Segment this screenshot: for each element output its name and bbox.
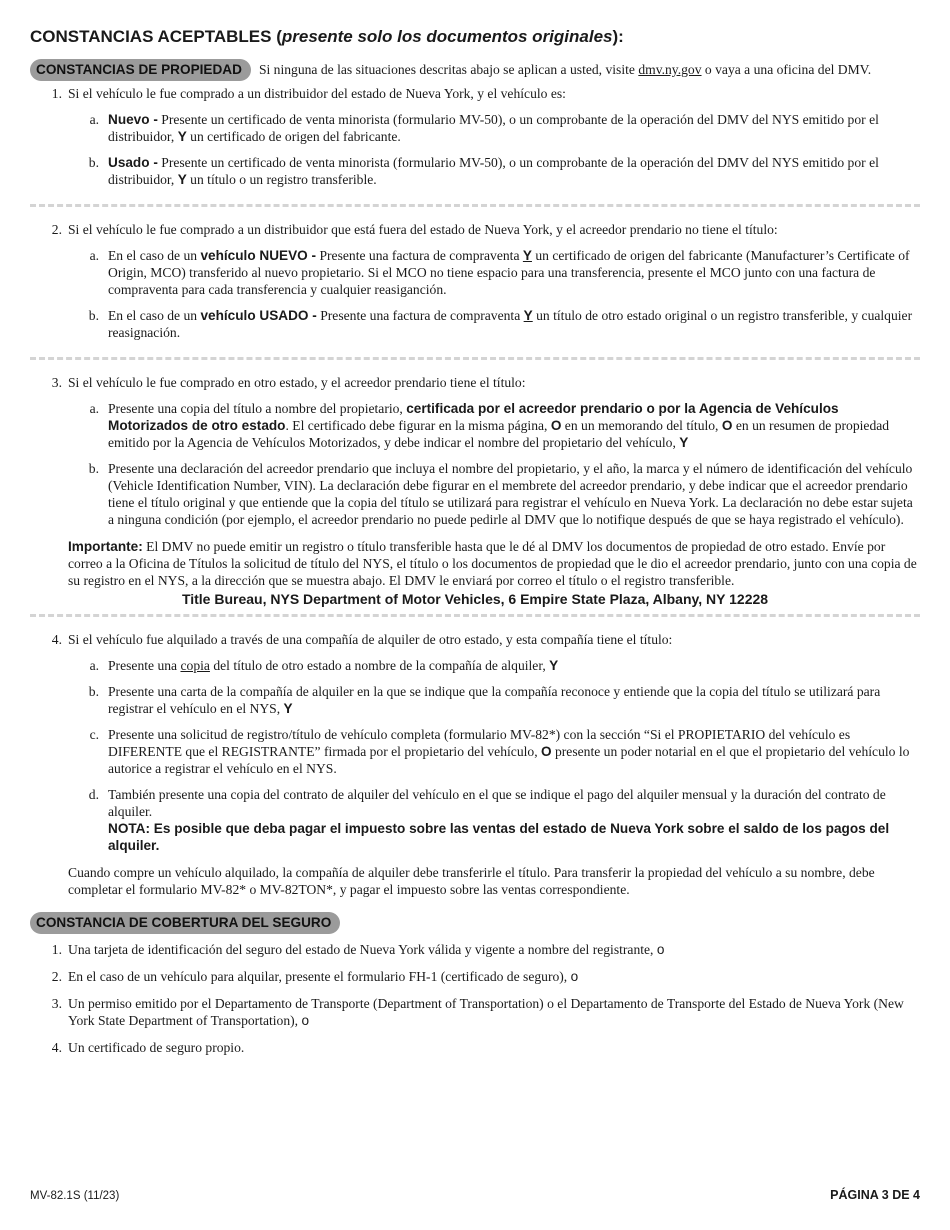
item-number: 1. bbox=[51, 86, 62, 101]
ownership-header bbox=[30, 58, 920, 81]
item-text: Si el vehículo le fue comprado a un distribuidor que está fuera del estado de Nueva York, y el acreedor prendario no tiene el título: bbox=[68, 222, 778, 237]
item-text: Si el vehículo fue alquilado a través de una compañía de alquiler de otro estado, y esta compañía tiene el título: bbox=[68, 632, 673, 647]
sub-text: Presente una copia del título a nombre del propietario, bbox=[108, 401, 407, 416]
sub-letter: c. bbox=[89, 727, 99, 742]
sub-text: Presente un certificado de venta minorista (formulario MV-50), o un comprobante de la operación del DMV del NYS emitido por el distribuidor, bbox=[108, 155, 879, 187]
item-number: 1. bbox=[51, 942, 62, 957]
item-number: 3. bbox=[51, 996, 62, 1011]
item-number: 4. bbox=[51, 632, 62, 647]
item-text: En el caso de un vehículo para alquilar, presente el formulario FH-1 (certificado de seguro), bbox=[68, 969, 571, 984]
sub-letter: b. bbox=[88, 308, 99, 323]
list-item-1 bbox=[30, 85, 920, 188]
dmv-link[interactable]: dmv.ny.gov bbox=[638, 62, 702, 77]
sub-text: Presente una factura de compraventa bbox=[316, 308, 524, 323]
sub-text: Presente una declaración del acreedor prendario que incluya el nombre del propietario, y el año, la marca y el número de identificación del vehículo (Vehicle Identification Number, VIN). La declaración debe figurar en el membrete del acreedor prendario, y debe indicar que el acreedor prendario tiene el título original y que entiende que la copia del título se utilizará para registrar el vehículo en Nueva York. La declaración no debe estar sujeta a ninguna condición (por ejemplo, el acreedor prendario no puede pedirle al DMV que lo notifique después de que se haya registrado el vehículo). bbox=[108, 461, 913, 527]
intro-text-a: Si ninguna de las situaciones descritas abajo se aplican a usted, visite bbox=[258, 62, 639, 77]
used-label: Usado - bbox=[108, 155, 158, 170]
and-label: Y bbox=[283, 701, 293, 716]
sub-letter: a. bbox=[89, 248, 99, 263]
item-number: 3. bbox=[51, 375, 62, 390]
list-item-4 bbox=[30, 631, 920, 854]
sub-item-3b bbox=[68, 460, 920, 528]
sub-text: En el caso de un bbox=[108, 248, 201, 263]
important-note bbox=[30, 538, 920, 589]
page-number: PÁGINA 3 DE 4 bbox=[830, 1188, 920, 1202]
and-label: Y bbox=[522, 248, 532, 263]
sub-text: También presente una copia del contrato de alquiler del vehículo en el que se indique el pago del alquiler mensual y la duración del contrato de alquiler. bbox=[108, 787, 886, 819]
document-page bbox=[30, 26, 920, 1056]
sub-text: un certificado de origen del fabricante. bbox=[186, 129, 401, 144]
sub-item-3a bbox=[68, 400, 920, 451]
sub-text: . El certificado debe figurar en la misma página, bbox=[285, 418, 551, 433]
ownership-badge: CONSTANCIAS DE PROPIEDAD bbox=[30, 59, 251, 81]
certified-label: certificada por el acreedor prendario o por la Agencia de Vehículos Motorizados de otro estado bbox=[108, 401, 839, 433]
new-vehicle-label: vehículo NUEVO - bbox=[200, 248, 317, 263]
new-label: Nuevo - bbox=[108, 112, 158, 127]
item-text: Si el vehículo le fue comprado en otro estado, y el acreedor prendario tiene el título: bbox=[68, 375, 526, 390]
list-item-3 bbox=[30, 374, 920, 528]
sub-item-4d bbox=[68, 786, 920, 854]
sub-letter: a. bbox=[89, 112, 99, 127]
or-label: o bbox=[656, 942, 665, 957]
sub-text: un título o un registro transferible. bbox=[186, 172, 377, 187]
item-text: Si el vehículo le fue comprado a un distribuidor del estado de Nueva York, y el vehículo es: bbox=[68, 86, 566, 101]
tax-note: NOTA: Es posible que deba pagar el impuesto sobre las ventas del estado de Nueva York sobre el saldo de los pagos del alquiler. bbox=[108, 821, 890, 853]
copy-word: copia bbox=[180, 658, 210, 673]
sub-text: un certificado de origen del fabricante (Manufacturer’s Certificate of Origin, MCO) transferido al nuevo propietario. Si el MCO no tiene espacio para una transferencia, presente el MCO junto con una factura de compraventa para cada transferencia y cualquier reasiganción. bbox=[108, 248, 910, 297]
or-label: O bbox=[550, 418, 562, 433]
mailing-address: Title Bureau, NYS Department of Motor Vehicles, 6 Empire State Plaza, Albany, NY 12228 bbox=[181, 591, 769, 607]
item-text: Una tarjeta de identificación del seguro del estado de Nueva York válida y vigente a nombre del registrante, bbox=[68, 942, 657, 957]
important-label: Importante: bbox=[68, 539, 143, 554]
sub-text: presente un poder notarial en el que el propietario del vehículo lo autorice a registrar el vehículo en el NYS. bbox=[108, 744, 910, 776]
and-label: Y bbox=[549, 658, 559, 673]
ownership-intro bbox=[259, 58, 920, 77]
insurance-item bbox=[30, 1039, 920, 1056]
or-label: O bbox=[721, 418, 733, 433]
dashed-divider bbox=[30, 204, 920, 207]
list-item-2 bbox=[30, 221, 920, 341]
insurance-list bbox=[30, 941, 920, 1056]
sub-text: En el caso de un bbox=[108, 308, 201, 323]
sub-letter: a. bbox=[89, 401, 99, 416]
dashed-divider bbox=[30, 357, 920, 360]
form-id: MV-82.1S (11/23) bbox=[30, 1190, 120, 1202]
or-label: o bbox=[570, 969, 579, 984]
sub-item-1b bbox=[68, 154, 920, 188]
sub-letter: b. bbox=[88, 155, 99, 170]
title-text: CONSTANCIAS ACEPTABLES ( bbox=[30, 27, 282, 46]
item-text: Un certificado de seguro propio. bbox=[68, 1040, 245, 1055]
used-vehicle-label: vehículo USADO - bbox=[200, 308, 317, 323]
sub-text: Presente una solicitud de registro/título de vehículo completa (formulario MV-82*) con la sección “Si el PROPIETARIO del vehículo es DIFERENTE que el REGISTRANTE” firmada por el propietario del vehículo, bbox=[108, 727, 851, 759]
intro-text-b: o vaya a una oficina del DMV. bbox=[701, 62, 872, 77]
sub-item-4a bbox=[68, 657, 920, 674]
item-number: 2. bbox=[51, 222, 62, 237]
item-number: 4. bbox=[51, 1040, 62, 1055]
item-number: 2. bbox=[51, 969, 62, 984]
and-label: Y bbox=[523, 308, 533, 323]
insurance-item bbox=[30, 968, 920, 985]
sub-text: en un resumen de propiedad emitido por la Agencia de Vehículos Motorizados, y debe indicar el nombre del propietario del vehículo, bbox=[108, 418, 890, 450]
page-title bbox=[30, 26, 920, 48]
and-label: Y bbox=[679, 435, 689, 450]
sub-letter: b. bbox=[88, 461, 99, 476]
or-label: o bbox=[301, 1013, 310, 1028]
sub-letter: a. bbox=[89, 658, 99, 673]
sub-text: Presente un certificado de venta minorista (formulario MV-50), o un comprobante de la operación del DMV del NYS emitido por el distribuidor, bbox=[108, 112, 879, 144]
title-end: ): bbox=[612, 27, 624, 46]
and-label: Y bbox=[177, 172, 187, 187]
sub-item-4c bbox=[68, 726, 920, 777]
lease-closing-text: Cuando compre un vehículo alquilado, la compañía de alquiler debe transferirle el título. Para transferir la propiedad del vehículo a su nombre, debe completar el formulario MV-82* o MV-82TON*, y pagar el impuesto sobre las ventas correspondiente. bbox=[68, 865, 875, 897]
sub-text: Presente una carta de la compañía de alquiler en la que se indique que la compañía reconoce y entiende que la copia del título se utilizará para registrar el vehículo en el NYS, bbox=[108, 684, 881, 716]
sub-letter: b. bbox=[88, 684, 99, 699]
sub-item-2b bbox=[68, 307, 920, 341]
and-label: Y bbox=[177, 129, 187, 144]
dashed-divider bbox=[30, 614, 920, 617]
sub-text: Presente una factura de compraventa bbox=[316, 248, 523, 263]
sub-item-2a bbox=[68, 247, 920, 298]
sub-item-4b bbox=[68, 683, 920, 717]
sub-text: un título de otro estado original o un registro transferible, y cualquier reasignación. bbox=[108, 308, 913, 340]
title-italic: presente solo los documentos originales bbox=[281, 27, 613, 46]
sub-text: Presente una bbox=[108, 658, 181, 673]
important-text: El DMV no puede emitir un registro o título transferible hasta que le dé al DMV los documentos de propiedad de otro estado. Envíe por correo a la Oficina de Títulos la solicitud de título del NYS, el título o los documentos de propiedad que le dio el acreedor prendario, junto con una copia de su registro en el NYS, a la dirección que se muestra abajo. El DMV le enviará por correo el título o el registro transferible. bbox=[68, 539, 917, 588]
sub-text: del título de otro estado a nombre de la compañía de alquiler, bbox=[209, 658, 550, 673]
insurance-item bbox=[30, 995, 920, 1029]
sub-letter: d. bbox=[88, 787, 99, 802]
sub-item-1a bbox=[68, 111, 920, 145]
insurance-item bbox=[30, 941, 920, 958]
sub-text: en un memorando del título, bbox=[561, 418, 722, 433]
or-label: O bbox=[541, 744, 552, 759]
item-text: Un permiso emitido por el Departamento de Transporte (Department of Transportation) o el Departamento de Transporte del Estado de Nueva York (New York State Department of Transportation), bbox=[68, 996, 904, 1028]
insurance-badge: CONSTANCIA DE COBERTURA DEL SEGURO bbox=[30, 912, 340, 934]
